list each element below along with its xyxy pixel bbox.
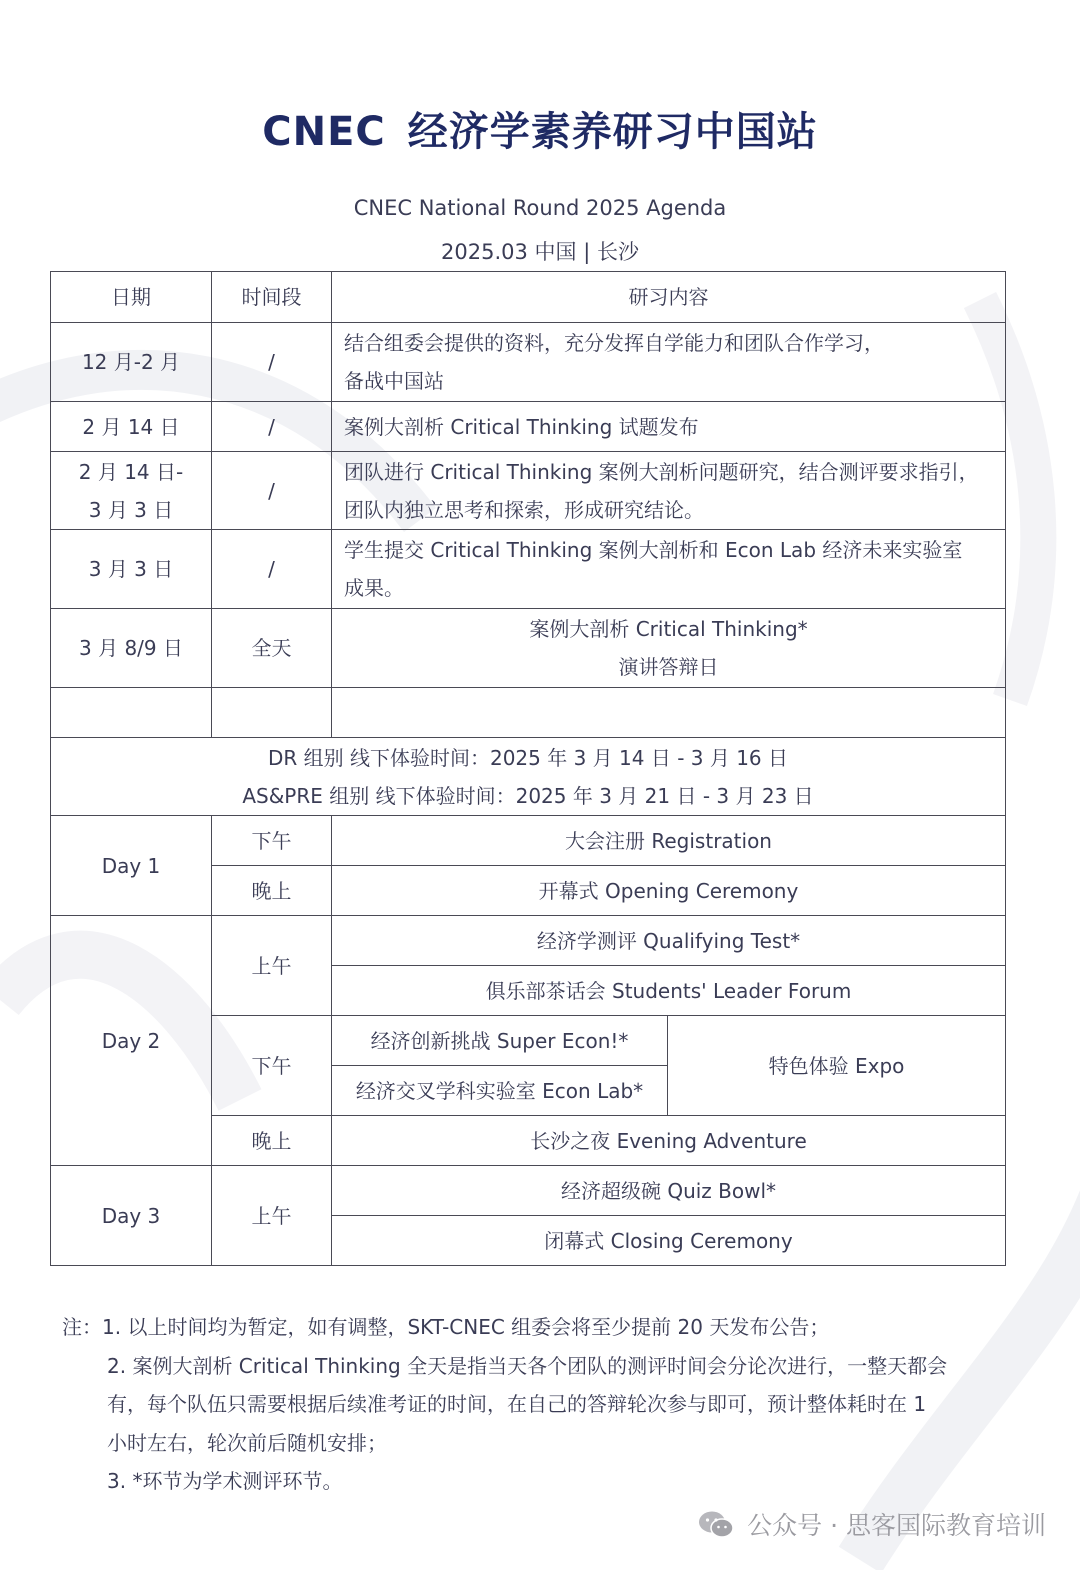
event-cell: 闭幕式 Closing Ceremony	[332, 1216, 1006, 1266]
subtitle-english: CNEC National Round 2025 Agenda	[353, 196, 727, 220]
note-1: 注：1. 以上时间均为暂定，如有调整，SKT-CNEC 组委会将至少提前 20 天发布公告；	[62, 1315, 830, 1339]
empty-cell	[51, 688, 212, 738]
event-cell: 经济学测评 Qualifying Test*	[332, 916, 1006, 966]
header-content: 研习内容	[332, 272, 1006, 323]
title-brand: CNEC	[262, 109, 386, 155]
day1-label: Day 1	[51, 816, 212, 916]
offline-notice-row	[51, 738, 1006, 816]
content-cell: 案例大剖析 Critical Thinking* 演讲答辩日	[332, 609, 1006, 688]
period-cell: /	[212, 452, 332, 530]
event-cell: 开幕式 Opening Ceremony	[332, 866, 1006, 916]
footer-watermark	[697, 1506, 1046, 1542]
day3-label: Day 3	[51, 1166, 212, 1266]
empty-row	[51, 688, 1006, 738]
empty-cell	[212, 688, 332, 738]
period-cell: 上午	[212, 916, 332, 1016]
subtitle-place: 2025.03 中国 | 长沙	[441, 240, 639, 264]
date-cell: 3 月 8/9 日	[51, 609, 212, 688]
date-cell: 2 月 14 日	[51, 402, 212, 452]
wechat-icon	[697, 1509, 735, 1539]
table-row	[51, 323, 1006, 402]
footer-text: 公众号 · 思客国际教育培训	[747, 1511, 1046, 1540]
table-row	[51, 1166, 1006, 1216]
offline-notice	[51, 738, 1006, 816]
period-cell: 晚上	[212, 1116, 332, 1166]
note-2-line: 2. 案例大剖析 Critical Thinking 全天是指当天各个团队的测评时间会分论次进行，一整天都会	[107, 1353, 948, 1378]
note-2-line: 有，每个队伍只需要根据后续准考证的时间，在自己的答辩轮次参与即可，预计整体耗时在 1	[107, 1392, 927, 1416]
event-cell: 长沙之夜 Evening Adventure	[332, 1116, 1006, 1166]
event-cell: 经济创新挑战 Super Econ!*	[332, 1016, 668, 1066]
header-row	[51, 272, 1006, 323]
period-cell: /	[212, 530, 332, 609]
table-row	[51, 530, 1006, 609]
date-cell: 2 月 14 日- 3 月 3 日	[51, 452, 212, 530]
content-cell: 学生提交 Critical Thinking 案例大剖析和 Econ Lab 经济未来实验室 成果。	[332, 530, 1006, 609]
note-2-line: 小时左右，轮次前后随机安排；	[107, 1430, 387, 1455]
content-cell: 结合组委会提供的资料，充分发挥自学能力和团队合作学习， 备战中国站	[332, 323, 1006, 402]
table-row	[51, 609, 1006, 688]
date-cell: 3 月 3 日	[51, 530, 212, 609]
table-row	[51, 402, 1006, 452]
offline-notice-as: AS&PRE 组别 线下体验时间：2025 年 3 月 21 日 - 3 月 23 日	[242, 783, 814, 808]
period-cell: /	[212, 402, 332, 452]
content-cell: 案例大剖析 Critical Thinking 试题发布	[332, 402, 1006, 452]
empty-cell	[332, 688, 1006, 738]
day2-label: Day 2	[51, 916, 212, 1166]
table-row	[51, 816, 1006, 866]
header-period: 时间段	[212, 272, 332, 323]
period-cell: /	[212, 323, 332, 402]
period-cell: 上午	[212, 1166, 332, 1266]
page-title	[0, 100, 1080, 157]
agenda-table	[50, 271, 1006, 1266]
period-cell: 晚上	[212, 866, 332, 916]
header-date: 日期	[51, 272, 212, 323]
table-row	[51, 916, 1006, 966]
notes-section	[62, 1308, 1002, 1501]
content-cell: 团队进行 Critical Thinking 案例大剖析问题研究，结合测评要求指引， 团队内独立思考和探索，形成研究结论。	[332, 452, 1006, 530]
date-cell: 12 月-2 月	[51, 323, 212, 402]
event-cell: 俱乐部茶话会 Students' Leader Forum	[332, 966, 1006, 1016]
title-main: 经济学素养研习中国站	[407, 109, 818, 155]
note-3: 3. *环节为学术测评环节。	[107, 1469, 343, 1493]
table-row	[51, 452, 1006, 530]
period-cell: 下午	[212, 816, 332, 866]
event-cell: 经济交叉学科实验室 Econ Lab*	[332, 1066, 668, 1116]
event-cell: 大会注册 Registration	[332, 816, 1006, 866]
event-cell: 经济超级碗 Quiz Bowl*	[332, 1166, 1006, 1216]
period-cell: 下午	[212, 1016, 332, 1116]
period-cell: 全天	[212, 609, 332, 688]
expo-cell: 特色体验 Expo	[668, 1016, 1006, 1116]
offline-notice-dr: DR 组别 线下体验时间：2025 年 3 月 14 日 - 3 月 16 日	[267, 745, 789, 770]
